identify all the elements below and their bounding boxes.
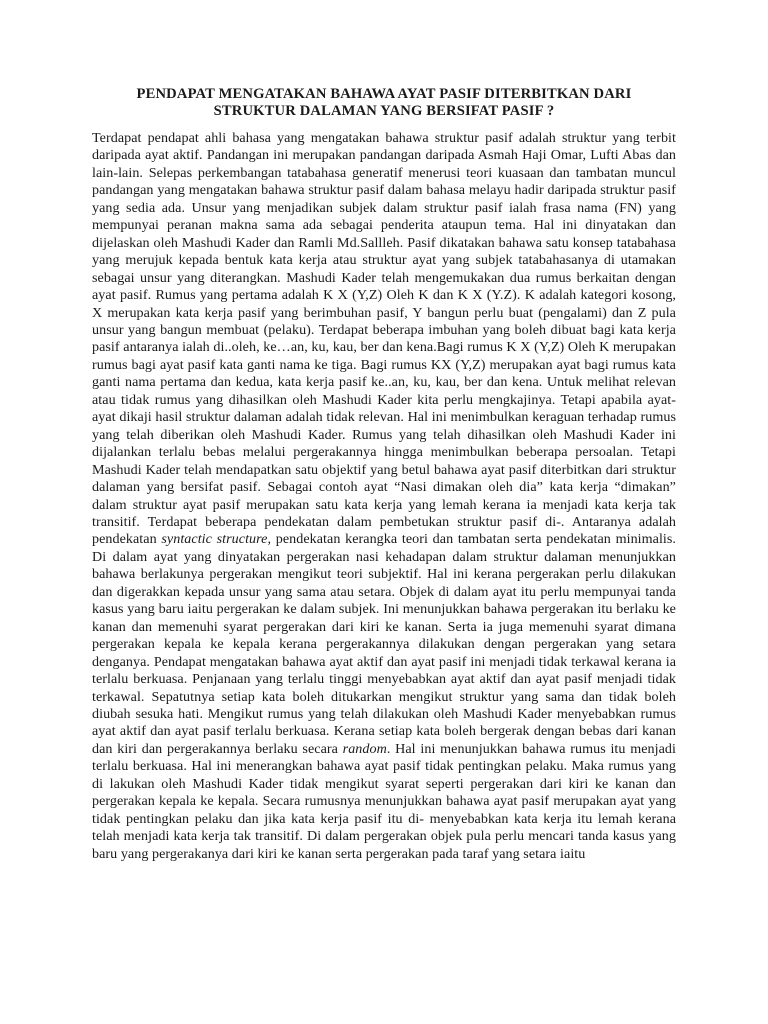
body-text-part-3: . Hal ini menunjukkan bahawa rumus itu menjadi terlalu berkuasa. Hal ini menerangkan bahawa ayat pasif tidak pentingkan pelaku. Maka rumus yang di lakukan oleh Mashudi Kader tidak mengikut syarat seperti pergerakan dari kiri ke kanan dan pergerakan kepala ke kepala. Secara rumusnya menunjukkan bahawa ayat pasif merupakan ayat yang tidak pentingkan pelaku dan jika kata kerja pasif itu di- menyebabkan kata kerja itu lemah kerana telah menjadi kata kerja tak transitif. Di dalam pergerakan objek pula perlu mencari tanda kasus yang baru yang pergerakanya dari kiri ke kanan serta pergerakan pada taraf yang setara iaitu xyxy=(92,740,676,862)
body-text-part-1: Terdapat pendapat ahli bahasa yang mengatakan bahawa struktur pasif adalah struktur yang terbit daripada ayat aktif. Pandangan ini merupakan pandangan daripada Asmah Haji Omar, Lufti Abas dan lain-lain. Selepas perkembangan tatabahasa generatif menerusi teori kuasaan dan tambatan muncul pandangan yang mengatakan bahawa struktur pasif dalam bahasa melayu hadir daripada struktur pasif yang sedia ada. Unsur yang menjadikan subjek dalam struktur pasif ialah frasa nama (FN) yang mempunyai peranan makna sama ada sebagai penderita ataupun tema. Hal ini dinyatakan dan dijelaskan oleh Mashudi Kader dan Ramli Md.Sallleh. Pasif dikatakan bahawa satu konsep tatabahasa yang merujuk kepada bentuk kata kerja atau struktur ayat yang subjek tatabahasanya di utamakan sebagai unsur yang diterangkan. Mashudi Kader telah mengemukakan dua rumus berkaitan dengan ayat pasif. Rumus yang pertama adalah K X (Y,Z) Oleh K dan K X (Y.Z). K adalah kategori kosong, X merupakan kata kerja pasif yang berimbuhan pasif, Y bangun perlu buat (pengalami) dan Z pula unsur yang bangun membuat (pelaku). Terdapat beberapa imbuhan yang boleh dibuat bagi kata kerja pasif antaranya ialah di..oleh, ke…an, ku, kau, ber dan kena.Bagi rumus K X (Y,Z) Oleh K merupakan rumus bagi ayat pasif kata ganti nama ke tiga. Bagi rumus KX (Y,Z) merupakan ayat bagi rumus kata ganti nama pertama dan kedua, kata kerja pasif ke..an, ku, kau, ber dan kena. Untuk melihat relevan atau tidak rumus yang dihasilkan oleh Mashudi Kader kita perlu mengkajinya. Tetapi apabila ayat-ayat dikaji hasil struktur dalaman adalah tidak relevan. Hal ini menimbulkan keraguan terhadap rumus yang telah diberikan oleh Mashudi Kader. Rumus yang telah dihasilkan oleh Mashudi Kader ini dijalankan terlalu bebas melalui pergerakannya hingga menimbulkan beberapa persoalan. Tetapi Mashudi Kader telah mendapatkan satu objektif yang betul bahawa ayat pasif diterbitkan dari struktur dalaman yang bersifat pasif. Sebagai contoh ayat “Nasi dimakan oleh dia” kata kerja “dimakan” dalam struktur ayat pasif merupakan satu kata kerja yang lemah kerana ia menjadi kata kerja tak transitif. Terdapat beberapa pendekatan dalam pembetukan struktur pasif di-. Antaranya adalah pendekatan xyxy=(92,130,676,548)
title-line-2: STRUKTUR DALAMAN YANG BERSIFAT PASIF ? xyxy=(213,103,555,119)
body-paragraph xyxy=(92,130,676,863)
title-line-1: PENDAPAT MENGATAKAN BAHAWA AYAT PASIF DITERBITKAN DARI xyxy=(136,86,632,102)
italic-term-syntactic-structure: syntactic structure xyxy=(161,531,268,548)
document-title xyxy=(92,86,676,120)
document-page xyxy=(92,86,676,863)
italic-term-random: random xyxy=(342,740,387,757)
body-text-part-2: , pendekatan kerangka teori dan tambatan serta pendekatan minimalis. Di dalam ayat yang dinyatakan pergerakan nasi kehadapan dalam struktur dalaman menunjukkan bahawa berlakunya pergerakan mengikut teori subjektif. Hal ini kerana pergerakan perlu dilakukan dan digerakkan kepada unsur yang sama atau setara. Objek di dalam ayat itu perlu mempunyai tanda kasus yang baru iaitu pergerakan ke dalam subjek. Ini menunjukkan bahawa pergerakan itu berlaku ke kanan dan memenuhi syarat pergerakan dari kiri ke kanan. Serta ia juga memenuhi syarat dimana pergerakan kepala ke kepala kerana pergerakannya dilakukan dengan pergerakan yang setara denganya. Pendapat mengatakan bahawa ayat aktif dan ayat pasif ini menjadi tidak terkawal kerana ia terlalu berkuasa. Penjanaan yang terlalu tinggi menyebabkan ayat aktif dan ayat pasif menjadi tidak terkawal. Sepatutnya setiap kata boleh ditukarkan mengikut struktur yang sama dan tidak boleh diubah sesuka hati. Mengikut rumus yang telah dilakukan oleh Mashudi Kader menyebabkan rumus ayat aktif dan ayat pasif terlalu berkuasa. Kerana setiap kata boleh bergerak dengan bebas dari kanan dan kiri dan pergerakannya berlaku secara xyxy=(92,531,677,757)
